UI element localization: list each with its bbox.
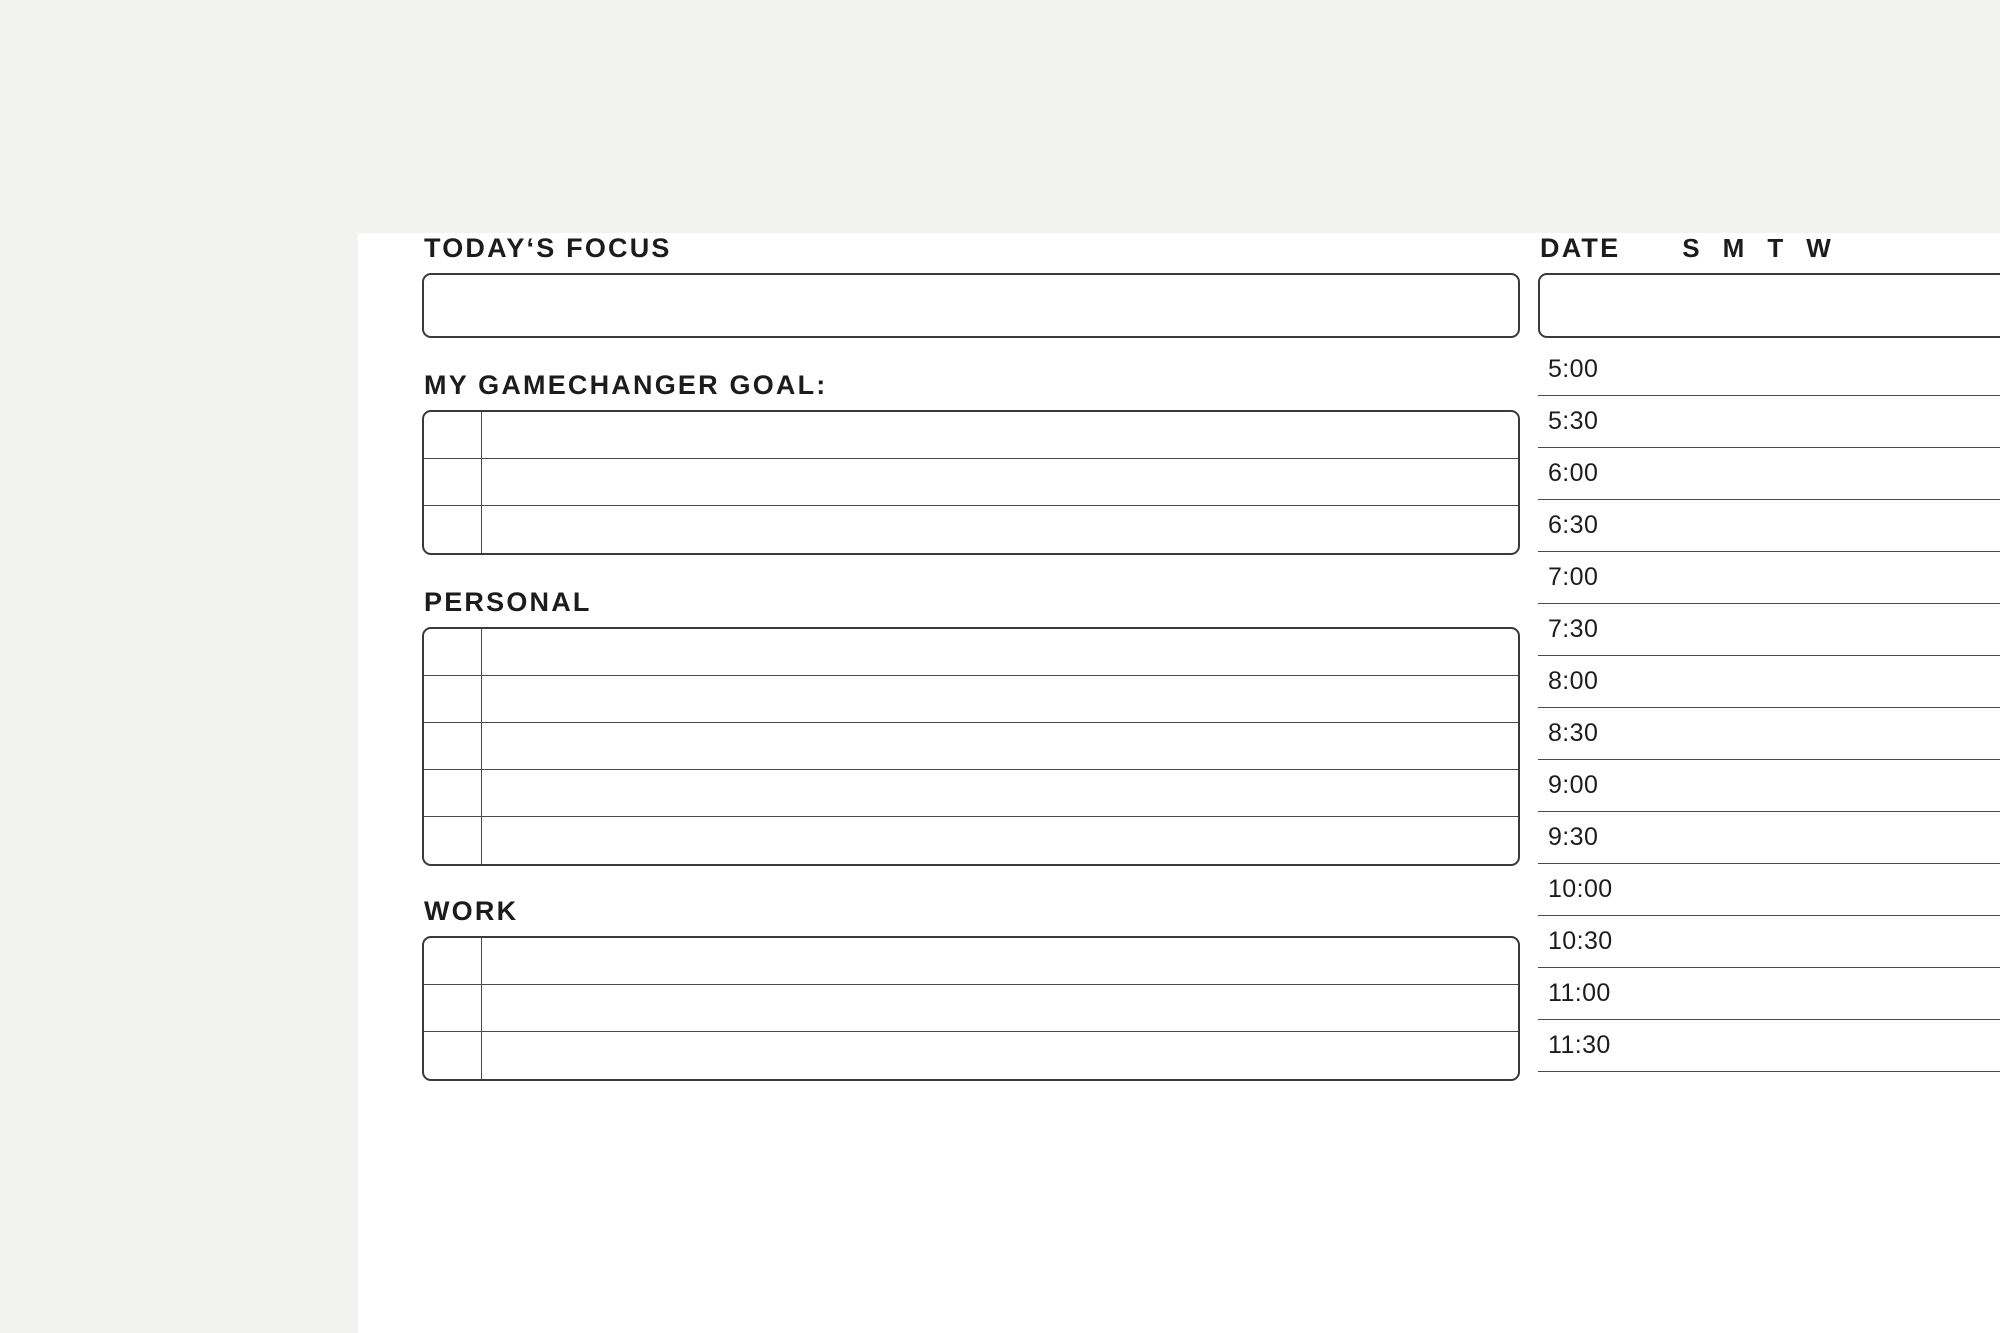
checkbox-cell[interactable] — [424, 938, 482, 984]
gamechanger-goal-title: MY GAMECHANGER GOAL: — [424, 370, 828, 400]
checkbox-cell[interactable] — [424, 676, 482, 722]
write-cell[interactable] — [482, 676, 1518, 722]
schedule-row[interactable] — [1538, 500, 2000, 552]
weekday-letter-t[interactable]: T — [1767, 233, 1785, 263]
list-item[interactable] — [424, 412, 1518, 459]
checkbox-cell[interactable] — [424, 459, 482, 505]
schedule-row[interactable] — [1538, 812, 2000, 864]
list-item[interactable] — [424, 817, 1518, 864]
spacer — [422, 555, 1522, 587]
list-item[interactable] — [424, 1032, 1518, 1079]
checkbox-cell[interactable] — [424, 506, 482, 553]
schedule-row[interactable] — [1538, 916, 2000, 968]
list-item[interactable] — [424, 629, 1518, 676]
write-cell[interactable] — [482, 1032, 1518, 1079]
schedule-row[interactable] — [1538, 344, 2000, 396]
write-cell[interactable] — [482, 629, 1518, 675]
schedule-row[interactable] — [1538, 1020, 2000, 1072]
gamechanger-goal-list — [422, 410, 1520, 555]
schedule-row[interactable] — [1538, 604, 2000, 656]
time-label: 9:30 — [1548, 823, 1599, 851]
time-label: 11:00 — [1548, 979, 1611, 1007]
weekday-letters — [1682, 233, 1831, 264]
schedule-row[interactable] — [1538, 708, 2000, 760]
schedule-row[interactable] — [1538, 396, 2000, 448]
schedule-row[interactable] — [1538, 760, 2000, 812]
planner-page — [358, 233, 2000, 1333]
left-column — [422, 233, 1522, 1081]
date-header — [1538, 233, 2000, 273]
personal-title: PERSONAL — [424, 587, 592, 617]
time-label: 7:00 — [1548, 563, 1599, 591]
write-cell[interactable] — [482, 412, 1518, 458]
write-cell[interactable] — [482, 817, 1518, 864]
checkbox-cell[interactable] — [424, 1032, 482, 1079]
date-label: DATE — [1540, 233, 1621, 263]
work-title: WORK — [424, 896, 519, 926]
time-label: 6:00 — [1548, 459, 1599, 487]
weekday-letter-s[interactable]: S — [1682, 233, 1701, 263]
spacer — [422, 338, 1522, 370]
personal-list — [422, 627, 1520, 866]
todays-focus-title: TODAY‘S FOCUS — [424, 233, 672, 263]
write-cell[interactable] — [482, 723, 1518, 769]
todays-focus-input[interactable] — [422, 273, 1520, 338]
schedule-row[interactable] — [1538, 656, 2000, 708]
write-cell[interactable] — [482, 985, 1518, 1031]
time-label: 8:00 — [1548, 667, 1599, 695]
work-list — [422, 936, 1520, 1081]
time-label: 5:00 — [1548, 355, 1599, 383]
list-item[interactable] — [424, 938, 1518, 985]
write-cell[interactable] — [482, 459, 1518, 505]
time-label: 9:00 — [1548, 771, 1599, 799]
checkbox-cell[interactable] — [424, 770, 482, 816]
schedule-row[interactable] — [1538, 864, 2000, 916]
right-column — [1538, 233, 2000, 1072]
time-label: 11:30 — [1548, 1031, 1611, 1059]
checkbox-cell[interactable] — [424, 629, 482, 675]
checkbox-cell[interactable] — [424, 985, 482, 1031]
list-item[interactable] — [424, 770, 1518, 817]
schedule-row[interactable] — [1538, 448, 2000, 500]
time-label: 10:00 — [1548, 875, 1613, 903]
write-cell[interactable] — [482, 770, 1518, 816]
list-item[interactable] — [424, 985, 1518, 1032]
spacer — [422, 866, 1522, 896]
schedule-row[interactable] — [1538, 552, 2000, 604]
checkbox-cell[interactable] — [424, 412, 482, 458]
checkbox-cell[interactable] — [424, 817, 482, 864]
schedule-row[interactable] — [1538, 968, 2000, 1020]
write-cell[interactable] — [482, 506, 1518, 553]
schedule-grid — [1538, 344, 2000, 1072]
write-cell[interactable] — [482, 938, 1518, 984]
list-item[interactable] — [424, 723, 1518, 770]
checkbox-cell[interactable] — [424, 723, 482, 769]
time-label: 5:30 — [1548, 407, 1599, 435]
time-label: 8:30 — [1548, 719, 1599, 747]
time-label: 6:30 — [1548, 511, 1599, 539]
date-input[interactable] — [1538, 273, 2000, 338]
weekday-letter-w[interactable]: W — [1806, 233, 1832, 263]
list-item[interactable] — [424, 676, 1518, 723]
weekday-letter-m[interactable]: M — [1722, 233, 1746, 263]
time-label: 7:30 — [1548, 615, 1599, 643]
time-label: 10:30 — [1548, 927, 1613, 955]
list-item[interactable] — [424, 506, 1518, 553]
list-item[interactable] — [424, 459, 1518, 506]
